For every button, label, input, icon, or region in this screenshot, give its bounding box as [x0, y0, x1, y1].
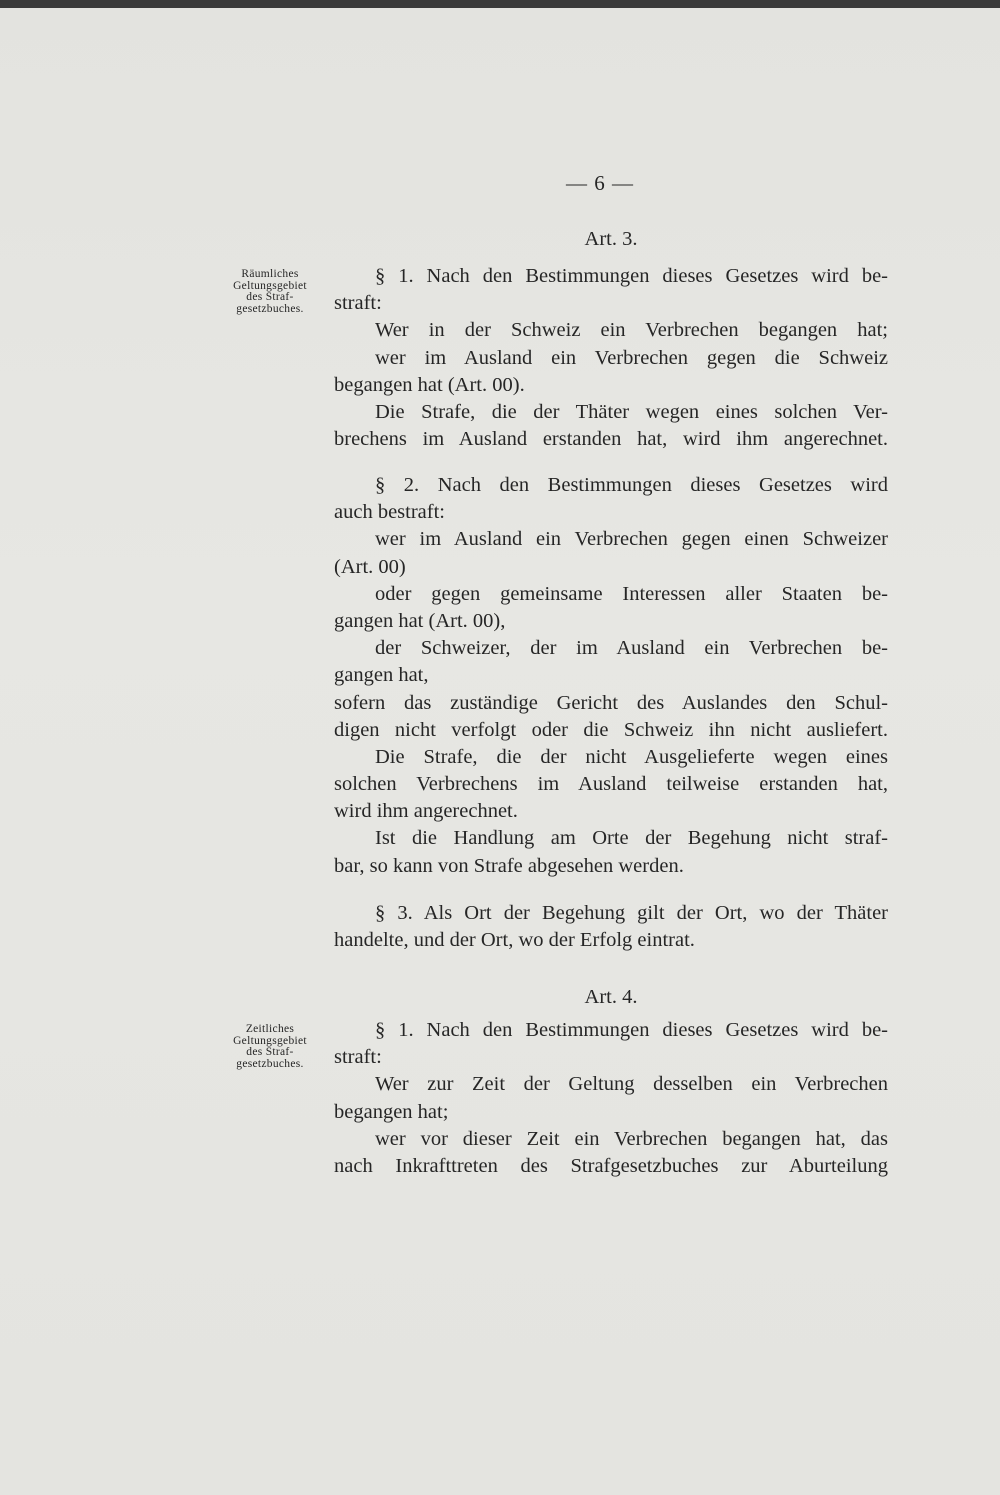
- text-line: wer im Ausland ein Verbrechen gegen einen Schweizer: [375, 528, 888, 551]
- text-line: wer im Ausland ein Verbrechen gegen die Schweiz: [375, 346, 888, 369]
- text-line: oder gegen gemeinsame Interessen aller Staaten be-: [375, 582, 888, 605]
- text-line: wer vor dieser Zeit ein Verbrechen begangen hat, das: [375, 1127, 888, 1150]
- margin-note-line: Räumliches: [241, 268, 299, 280]
- text-line: brechens im Ausland erstanden hat, wird ihm angerechnet.: [334, 428, 888, 451]
- text-line: Die Strafe, die der Thäter wegen eines solchen Ver-: [375, 400, 888, 423]
- art3-paragraph-1: [334, 263, 888, 453]
- text-line: straft:: [334, 1046, 382, 1069]
- art3-paragraph-3: [334, 900, 888, 954]
- art4-paragraph-1: [334, 1017, 888, 1180]
- text-line: begangen hat;: [334, 1100, 449, 1123]
- text-line: auch bestraft:: [334, 501, 445, 524]
- margin-note-line: gesetzbuches.: [236, 1057, 304, 1070]
- article-4-heading: Art. 4.: [584, 986, 638, 1008]
- margin-note-line: Geltungsgebiet: [233, 1034, 307, 1047]
- text-line: digen nicht verfolgt oder die Schweiz ihn nicht ausliefert.: [334, 718, 888, 741]
- text-line: der Schweizer, der im Ausland ein Verbrechen be-: [375, 637, 888, 660]
- margin-note-line: des Straf-: [246, 291, 294, 303]
- text-line: Die Strafe, die der nicht Ausgelieferte wegen eines: [375, 745, 888, 768]
- margin-note-line: Geltungsgebiet: [233, 279, 307, 292]
- art3-paragraph-2: [334, 472, 888, 880]
- text-line: begangen hat (Art. 00).: [334, 373, 525, 396]
- text-line: nach Inkrafttreten des Strafgesetzbuches zur Aburteilung: [334, 1154, 888, 1177]
- text-line: handelte, und der Ort, wo der Erfolg eintrat.: [334, 929, 695, 952]
- scan-top-edge: [0, 0, 1000, 8]
- article-3-heading: Art. 3.: [584, 228, 638, 250]
- text-line: § 3. Als Ort der Begehung gilt der Ort, wo der Thäter: [375, 902, 888, 924]
- margin-note-art3: [214, 269, 326, 315]
- text-line: Wer zur Zeit der Geltung desselben ein Verbrechen: [375, 1073, 888, 1096]
- margin-note-art4: [214, 1024, 326, 1070]
- text-line: § 2. Nach den Bestimmungen dieses Gesetzes wird: [375, 474, 888, 496]
- text-line: Ist die Handlung am Orte der Begehung nicht straf-: [375, 827, 888, 850]
- page-number: — 6 —: [566, 171, 634, 195]
- text-line: Wer in der Schweiz ein Verbrechen begangen hat;: [375, 319, 888, 342]
- text-line: gangen hat (Art. 00),: [334, 609, 506, 632]
- text-line: (Art. 00): [334, 555, 406, 578]
- text-line: gangen hat,: [334, 664, 429, 687]
- margin-note-line: des Straf-: [246, 1046, 294, 1058]
- text-line: straft:: [334, 292, 382, 315]
- text-line: sofern das zuständige Gericht des Auslandes den Schul-: [334, 691, 888, 714]
- text-line: bar, so kann von Strafe abgesehen werden.: [334, 854, 684, 877]
- text-line: wird ihm angerechnet.: [334, 800, 518, 823]
- text-line: solchen Verbrechens im Ausland teilweise erstanden hat,: [334, 773, 888, 796]
- margin-note-line: Zeitliches: [245, 1023, 295, 1035]
- text-line: § 1. Nach den Bestimmungen dieses Gesetzes wird be-: [375, 265, 888, 287]
- margin-note-line: gesetzbuches.: [236, 302, 304, 315]
- text-line: § 1. Nach den Bestimmungen dieses Gesetzes wird be-: [375, 1019, 888, 1041]
